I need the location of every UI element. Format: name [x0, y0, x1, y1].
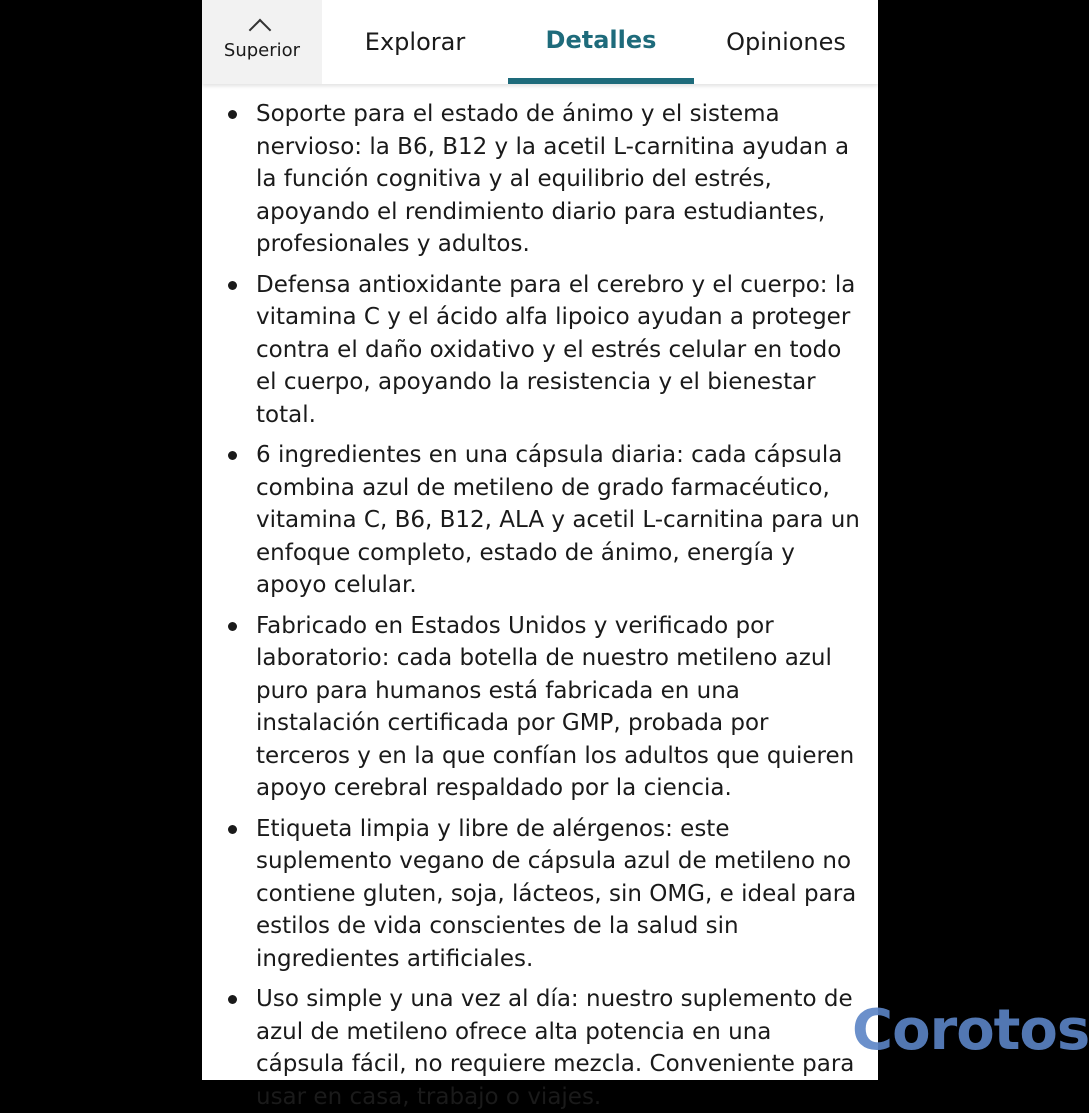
tab-detalles-label: Detalles: [545, 26, 657, 54]
bullet-icon: [228, 451, 237, 460]
list-item: [202, 813, 878, 976]
tab-opiniones[interactable]: Opiniones: [726, 28, 846, 56]
list-item-text: Defensa antioxidante para el cerebro y el cuerpo: la vitamina C y el ácido alfa lipoico ayudan a proteger contra el daño oxidativo y el estrés celular en todo el cuerpo, apoyando la resistencia y el bienestar total.: [256, 271, 856, 428]
bullet-icon: [228, 825, 237, 834]
scroll-to-top-label: Superior: [223, 40, 301, 61]
list-item-text: 6 ingredientes en una cápsula diaria: cada cápsula combina azul de metileno de grado farmacéutico, vitamina C, B6, B12, ALA y acetil L-carnitina para un enfoque completo, estado de ánimo, energía y apoyo celular.: [256, 442, 860, 598]
corotos-watermark-logo: Corotos: [852, 998, 1089, 1063]
list-item: [202, 269, 878, 432]
bullet-icon: [228, 995, 237, 1004]
bullet-icon: [228, 281, 237, 290]
app-screen: [202, 0, 878, 1110]
list-item-text: Etiqueta limpia y libre de alérgenos: este suplemento vegano de cápsula azul de metileno no contiene gluten, soja, lácteos, sin OMG, e ideal para estilos de vida conscientes de la salud sin ingredientes artificiales.: [256, 815, 857, 972]
bullet-icon: [228, 622, 237, 631]
bullet-icon: [228, 110, 237, 119]
details-content: [202, 84, 878, 1110]
list-item: [202, 439, 878, 602]
tab-detalles[interactable]: [508, 0, 694, 84]
details-bullet-list: [202, 84, 878, 1113]
list-item: [202, 98, 878, 261]
list-item-text: Soporte para el estado de ánimo y el sistema nervioso: la B6, B12 y la acetil L-carnitina ayudan a la función cognitiva y al equilibrio del estrés, apoyando el rendimiento diario para estudiantes, profesionales y adultos.: [256, 101, 850, 257]
list-item: [202, 983, 878, 1113]
list-item-text: Fabricado en Estados Unidos y verificado por laboratorio: cada botella de nuestro metileno azul puro para humanos está fabricada en una instalación certificada por GMP, probada por terceros y en la que confían los adultos que quieren apoyo cerebral respaldado por la ciencia.: [256, 612, 855, 801]
scroll-to-top-button[interactable]: [202, 0, 322, 84]
tab-explorar[interactable]: Explorar: [364, 28, 466, 56]
list-item-text: Uso simple y una vez al día: nuestro suplemento de azul de metileno ofrece alta potencia en una cápsula fácil, no requiere mezcla. Conveniente para usar en casa, trabajo o viajes.: [256, 986, 855, 1110]
chevron-up-icon: [249, 19, 272, 42]
list-item: [202, 610, 878, 805]
active-tab-indicator: [508, 78, 694, 84]
tab-bar: [202, 0, 878, 84]
